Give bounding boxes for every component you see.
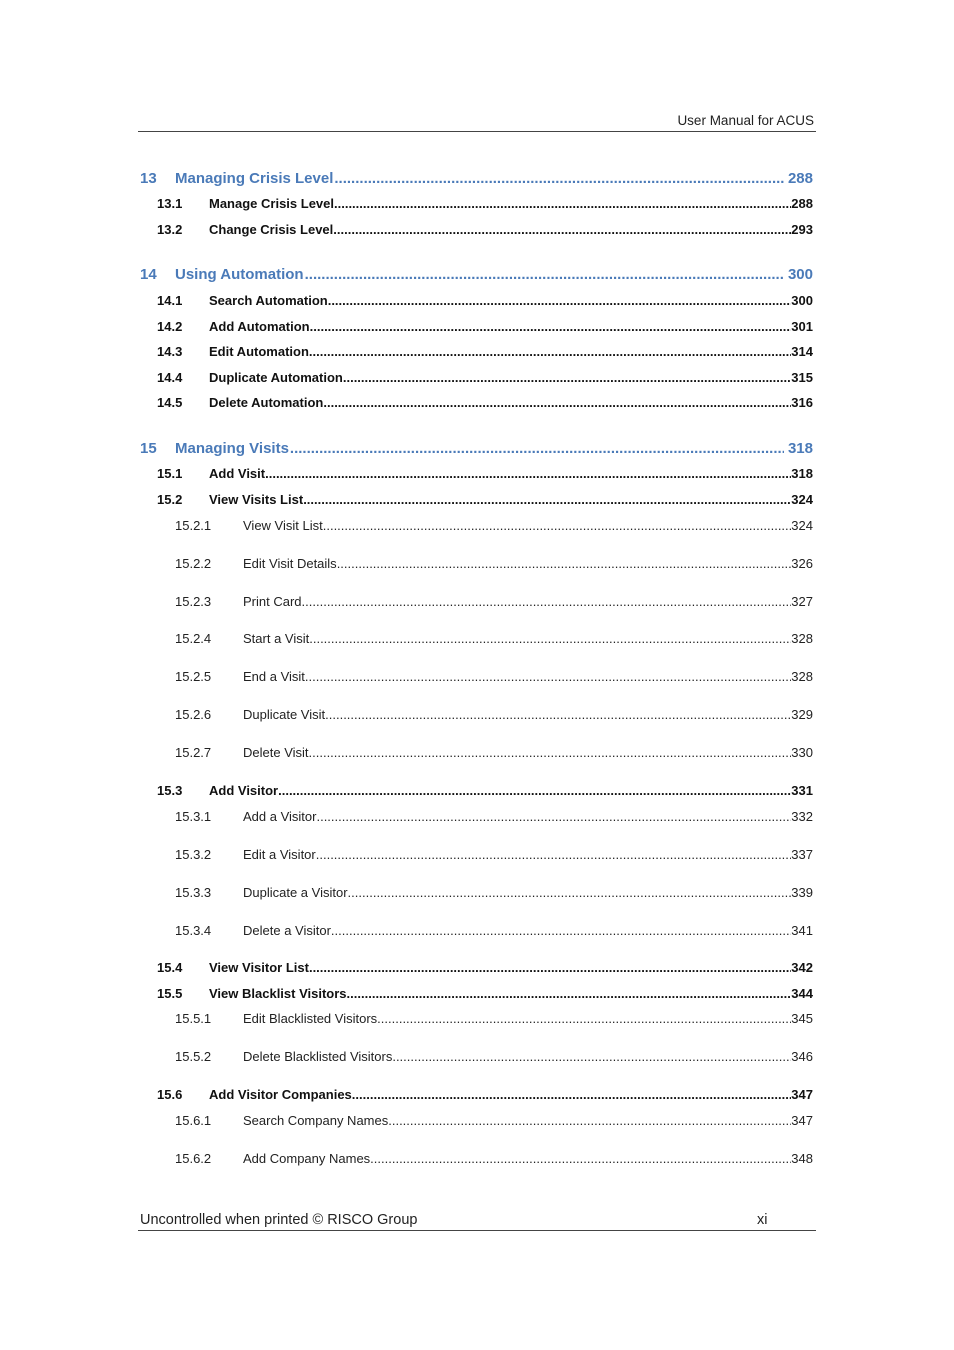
toc-entry-15-3-1[interactable] <box>140 809 813 824</box>
dot-leader <box>323 395 791 410</box>
toc-page: 329 <box>791 707 813 722</box>
toc-title: Start a Visit <box>243 631 310 646</box>
toc-title: Duplicate a Visitor <box>243 885 348 900</box>
toc-number: 13.1 <box>157 196 183 211</box>
dot-leader <box>388 1113 791 1128</box>
dot-leader <box>305 266 784 283</box>
dot-leader <box>337 556 792 571</box>
toc-entry-14-4[interactable] <box>140 370 813 385</box>
toc-title: Add Company Names <box>243 1151 371 1166</box>
toc-entry-14-1[interactable] <box>140 293 813 308</box>
toc-title: Delete a Visitor <box>243 923 331 938</box>
dot-leader <box>323 518 792 533</box>
toc-entry-15-2-7[interactable] <box>140 745 813 760</box>
toc-number: 14.4 <box>157 370 183 385</box>
dot-leader <box>333 222 791 237</box>
toc-page: 331 <box>791 783 813 798</box>
toc-entry-15-3-3[interactable] <box>140 885 813 900</box>
toc-number: 14.1 <box>157 293 183 308</box>
toc-title: Managing Visits <box>175 440 289 457</box>
toc-entry-15-5-2[interactable] <box>140 1049 813 1064</box>
toc-entry-15-6[interactable] <box>140 1087 813 1102</box>
toc-title: Managing Crisis Level <box>175 170 334 187</box>
toc-entry-15-3[interactable] <box>140 783 813 798</box>
toc-title: Edit Visit Details <box>243 556 337 571</box>
toc-title: Edit Automation <box>209 344 309 359</box>
toc-number: 15 <box>140 440 157 457</box>
document-title: User Manual for ACUS <box>677 113 814 128</box>
dot-leader <box>392 1049 791 1064</box>
toc-entry-15-2[interactable] <box>140 492 813 507</box>
toc-page: 293 <box>791 222 813 237</box>
toc-entry-15[interactable] <box>140 440 813 457</box>
dot-leader <box>265 466 791 481</box>
toc-entry-14[interactable] <box>140 266 813 283</box>
toc-entry-15-2-4[interactable] <box>140 631 813 646</box>
toc-entry-15-3-2[interactable] <box>140 847 813 862</box>
toc-entry-15-6-2[interactable] <box>140 1151 813 1166</box>
footer-page-number: xi <box>757 1212 768 1228</box>
dot-leader <box>343 370 791 385</box>
toc-number: 15.5 <box>157 986 183 1001</box>
dot-leader <box>305 669 791 684</box>
dot-leader <box>348 885 792 900</box>
dot-leader <box>290 440 784 457</box>
toc-title: Add a Visitor <box>243 809 317 824</box>
toc-title: Print Card <box>243 594 302 609</box>
toc-number: 15.2.2 <box>175 556 212 571</box>
toc-number: 15.4 <box>157 960 183 975</box>
toc-title: View Visit List <box>243 518 323 533</box>
toc-number: 15.5.1 <box>175 1011 212 1026</box>
toc-title: Search Automation <box>209 293 328 308</box>
dot-leader <box>309 745 792 760</box>
toc-title: Using Automation <box>175 266 304 283</box>
toc-number: 14 <box>140 266 157 283</box>
toc-title: Delete Blacklisted Visitors <box>243 1049 393 1064</box>
toc-page: 316 <box>791 395 813 410</box>
toc-page: 315 <box>791 370 813 385</box>
toc-title: End a Visit <box>243 669 305 684</box>
toc-entry-15-5[interactable] <box>140 986 813 1001</box>
toc-entry-15-5-1[interactable] <box>140 1011 813 1026</box>
toc-number: 15.5.2 <box>175 1049 212 1064</box>
toc-number: 15.6.2 <box>175 1151 212 1166</box>
toc-title: Manage Crisis Level <box>209 196 334 211</box>
dot-leader <box>331 923 791 938</box>
toc-page: 337 <box>791 847 813 862</box>
toc-title: View Visits List <box>209 492 304 507</box>
toc-entry-15-3-4[interactable] <box>140 923 813 938</box>
toc-number: 13 <box>140 170 157 187</box>
header-divider <box>138 131 816 132</box>
toc-number: 14.5 <box>157 395 183 410</box>
toc-number: 15.3.1 <box>175 809 212 824</box>
toc-page: 300 <box>791 293 813 308</box>
toc-page: 346 <box>791 1049 813 1064</box>
toc-title: Delete Visit <box>243 745 309 760</box>
dot-leader <box>316 809 791 824</box>
toc-page: 288 <box>787 170 813 187</box>
dot-leader <box>303 492 791 507</box>
toc-number: 15.1 <box>157 466 183 481</box>
toc-title: Duplicate Automation <box>209 370 343 385</box>
toc-number: 15.6.1 <box>175 1113 212 1128</box>
toc-page: 314 <box>791 344 813 359</box>
toc-page: 332 <box>791 809 813 824</box>
toc-page: 347 <box>791 1113 813 1128</box>
toc-entry-13-2[interactable] <box>140 222 813 237</box>
dot-leader <box>310 319 792 334</box>
toc-title: Add Automation <box>209 319 310 334</box>
toc-title: Add Visitor <box>209 783 279 798</box>
toc-number: 15.3.2 <box>175 847 212 862</box>
toc-entry-13[interactable] <box>140 170 813 187</box>
toc-number: 15.3.4 <box>175 923 212 938</box>
toc-page: 342 <box>791 960 813 975</box>
toc-entry-15-4[interactable] <box>140 960 813 975</box>
toc-number: 15.2.4 <box>175 631 212 646</box>
toc-title: Add Visitor Companies <box>209 1087 352 1102</box>
toc-page: 348 <box>791 1151 813 1166</box>
toc-number: 14.3 <box>157 344 183 359</box>
dot-leader <box>278 783 791 798</box>
toc-page: 339 <box>791 885 813 900</box>
dot-leader <box>370 1151 791 1166</box>
toc-page: 345 <box>791 1011 813 1026</box>
dot-leader <box>309 960 791 975</box>
toc-page: 324 <box>791 492 813 507</box>
toc-number: 15.2.6 <box>175 707 212 722</box>
toc-page: 318 <box>787 440 813 457</box>
dot-leader <box>377 1011 791 1026</box>
toc-page: 288 <box>791 196 813 211</box>
toc-number: 15.3.3 <box>175 885 212 900</box>
toc-number: 15.3 <box>157 783 183 798</box>
toc-entry-14-2[interactable] <box>140 319 813 334</box>
toc-title: Edit a Visitor <box>243 847 316 862</box>
toc-number: 15.2.7 <box>175 745 212 760</box>
toc-page: 300 <box>787 266 813 283</box>
toc-title: View Visitor List <box>209 960 309 975</box>
toc-page: 326 <box>791 556 813 571</box>
toc-entry-14-5[interactable] <box>140 395 813 410</box>
toc-page: 344 <box>791 986 813 1001</box>
toc-number: 15.2.1 <box>175 518 212 533</box>
toc-entry-14-3[interactable] <box>140 344 813 359</box>
toc-page: 328 <box>791 631 813 646</box>
toc-page: 341 <box>791 923 813 938</box>
toc-page: 318 <box>791 466 813 481</box>
toc-title: Add Visit <box>209 466 266 481</box>
toc-number: 13.2 <box>157 222 183 237</box>
toc-entry-15-2-3[interactable] <box>140 594 813 609</box>
toc-number: 15.2.5 <box>175 669 212 684</box>
dot-leader <box>309 344 791 359</box>
dot-leader <box>334 170 784 187</box>
toc-number: 15.6 <box>157 1087 183 1102</box>
footer-divider <box>138 1230 816 1231</box>
toc-entry-15-6-1[interactable] <box>140 1113 813 1128</box>
toc-page: 324 <box>791 518 813 533</box>
footer-copyright: Uncontrolled when printed © RISCO Group <box>140 1212 418 1228</box>
toc-number: 15.2.3 <box>175 594 212 609</box>
dot-leader <box>325 707 791 722</box>
toc-page: 330 <box>791 745 813 760</box>
dot-leader <box>316 847 792 862</box>
toc-title: Duplicate Visit <box>243 707 326 722</box>
toc-title: Edit Blacklisted Visitors <box>243 1011 378 1026</box>
toc-page: 327 <box>791 594 813 609</box>
toc-number: 14.2 <box>157 319 183 334</box>
toc-title: View Blacklist Visitors <box>209 986 347 1001</box>
toc-entry-15-2-1[interactable] <box>140 518 813 533</box>
dot-leader <box>347 986 792 1001</box>
toc-title: Search Company Names <box>243 1113 389 1128</box>
dot-leader <box>352 1087 792 1102</box>
toc-title: Change Crisis Level <box>209 222 334 237</box>
dot-leader <box>328 293 792 308</box>
dot-leader <box>309 631 791 646</box>
dot-leader <box>334 196 791 211</box>
toc-title: Delete Automation <box>209 395 324 410</box>
toc-entry-15-2-5[interactable] <box>140 669 813 684</box>
toc-page: 301 <box>791 319 813 334</box>
toc-entry-15-1[interactable] <box>140 466 813 481</box>
toc-number: 15.2 <box>157 492 183 507</box>
toc-page: 328 <box>791 669 813 684</box>
toc-entry-15-2-6[interactable] <box>140 707 813 722</box>
toc-page: 347 <box>791 1087 813 1102</box>
dot-leader <box>302 594 792 609</box>
toc-entry-15-2-2[interactable] <box>140 556 813 571</box>
toc-entry-13-1[interactable] <box>140 196 813 211</box>
